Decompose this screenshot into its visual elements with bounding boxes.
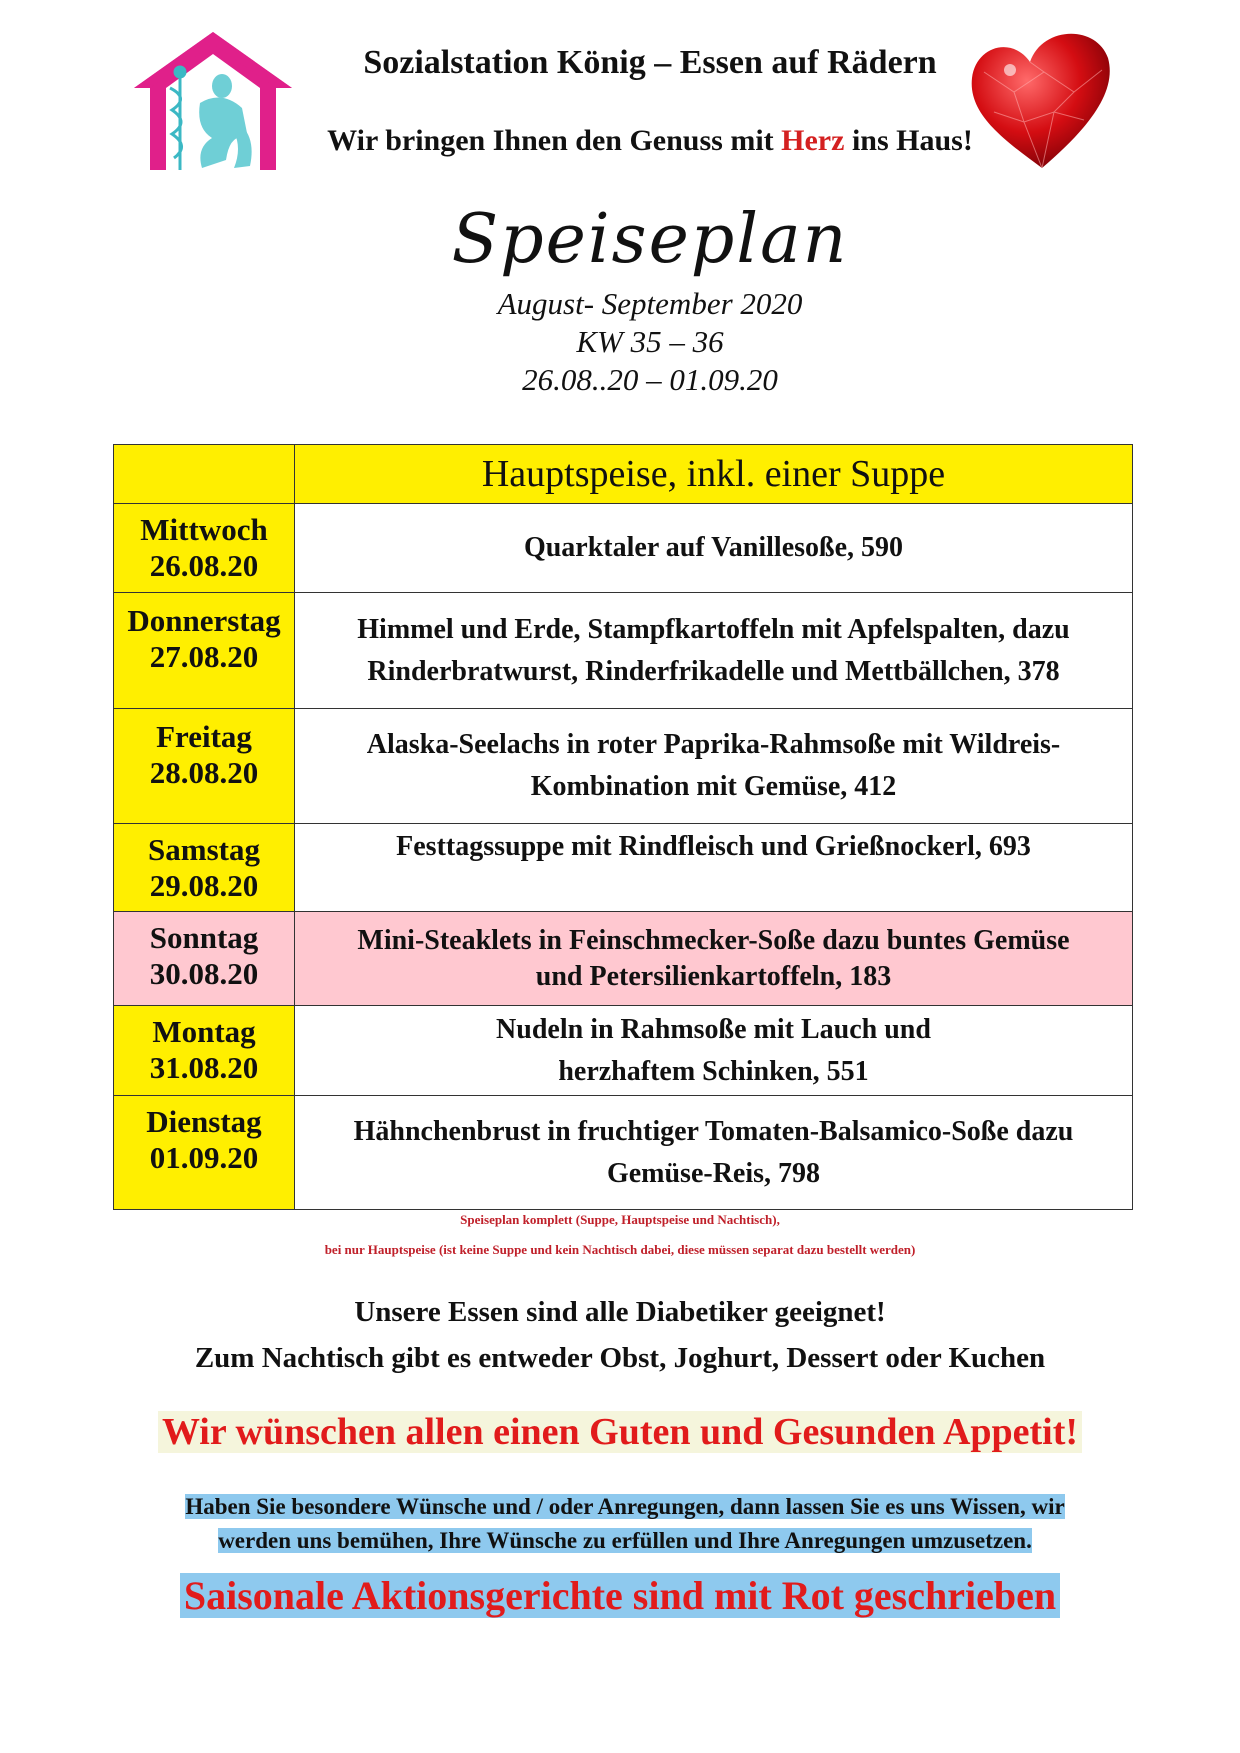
order-note-2: bei nur Hauptspeise (ist keine Suppe und kein Nachtisch dabei, diese müssen separat dazu bestellt werden): [324, 1242, 916, 1257]
dish-line2: Kombination mit Gemüse, 412: [530, 771, 897, 802]
day-date: 29.08.20: [149, 868, 259, 903]
dish-line2: herzhaftem Schinken, 551: [558, 1055, 869, 1087]
dessert-info: Zum Nachtisch gibt es entweder Obst, Joghurt, Dessert oder Kuchen: [194, 1342, 1046, 1374]
day-cell: [114, 504, 295, 593]
dish-line1: Quarktaler auf Vanillesoße, 590: [523, 532, 904, 563]
slogan-part2: ins Haus!: [844, 124, 973, 157]
dish-line2: und Petersilienkartoffeln, 183: [535, 960, 892, 992]
plan-weeks: KW 35 – 36: [576, 324, 724, 359]
menu-row: [114, 1006, 1133, 1096]
day-date: 27.08.20: [149, 639, 259, 674]
menu-row: [114, 709, 1133, 824]
slogan-part1: Wir bringen Ihnen den Genuss mit: [327, 124, 782, 157]
day-cell: [114, 1006, 295, 1096]
day-cell: [114, 912, 295, 1006]
dish-line1: Hähnchenbrust in fruchtiger Tomaten-Balsamico-Soße dazu: [353, 1115, 1074, 1147]
menu-row: [114, 504, 1133, 593]
feedback-text: [145, 1490, 1105, 1558]
feedback-line2: werden uns bemühen, Ihre Wünsche zu erfüllen und Ihre Anregungen umzusetzen.: [218, 1528, 1032, 1553]
plan-dates: 26.08..20 – 01.09.20: [522, 362, 778, 397]
dish-cell: [295, 1096, 1133, 1210]
day-name: Samstag: [148, 832, 260, 867]
day-date: 28.08.20: [149, 755, 259, 790]
menu-header-empty: [114, 445, 295, 504]
dish-cell: [295, 1006, 1133, 1096]
day-cell: [114, 709, 295, 824]
menu-row: [114, 593, 1133, 709]
seasonal-note: [0, 1572, 1240, 1619]
dish-cell: [295, 912, 1133, 1006]
day-cell: [114, 1096, 295, 1210]
menu-header: Hauptspeise, inkl. einer Suppe: [295, 445, 1133, 504]
day-name: Sonntag: [149, 920, 259, 955]
dish-cell: [295, 504, 1133, 593]
day-name: Montag: [152, 1014, 256, 1049]
day-date: 31.08.20: [149, 1050, 259, 1085]
slogan: [0, 124, 1240, 158]
dish-cell: [295, 709, 1133, 824]
dish-line1: Festtagssuppe mit Rindfleisch und Grießnockerl, 693: [396, 831, 1031, 862]
day-name: Donnerstag: [127, 603, 281, 638]
menu-header-row: [114, 445, 1133, 504]
organization-title: Sozialstation König – Essen auf Rädern: [363, 44, 937, 81]
day-name: Mittwoch: [140, 512, 268, 547]
day-date: 26.08.20: [149, 548, 259, 583]
dish-line1: Himmel und Erde, Stampfkartoffeln mit Apfelspalten, dazu: [357, 613, 1070, 645]
dish-cell: [295, 824, 1133, 912]
order-note-1: Speiseplan komplett (Suppe, Hauptspeise und Nachtisch),: [460, 1212, 780, 1227]
appetite-wish: [0, 1410, 1240, 1454]
menu-table: [113, 444, 1133, 1210]
feedback-line1: Haben Sie besondere Wünsche und / oder Anregungen, dann lassen Sie es uns Wissen, wir: [185, 1494, 1065, 1519]
day-date: 01.09.20: [149, 1140, 259, 1175]
day-cell: [114, 824, 295, 912]
day-name: Freitag: [156, 719, 252, 754]
menu-row: [114, 824, 1133, 912]
dish-line1: Alaska-Seelachs in roter Paprika-Rahmsoße mit Wildreis-: [366, 729, 1061, 760]
appetite-wish-text: Wir wünschen allen einen Guten und Gesunden Appetit!: [158, 1411, 1082, 1453]
plan-title: Speiseplan: [451, 200, 849, 279]
dish-line1: Nudeln in Rahmsoße mit Lauch und: [496, 1013, 931, 1045]
dish-line2: Rinderbratwurst, Rinderfrikadelle und Mettbällchen, 378: [367, 655, 1060, 687]
dish-line1: Mini-Steaklets in Feinschmecker-Soße dazu buntes Gemüse: [357, 924, 1070, 956]
plan-period: August- September 2020: [497, 286, 803, 321]
seasonal-note-text: Saisonale Aktionsgerichte sind mit Rot geschrieben: [180, 1573, 1060, 1618]
menu-row-highlight: [114, 912, 1133, 1006]
day-name: Dienstag: [146, 1104, 262, 1139]
day-cell: [114, 593, 295, 709]
slogan-highlight: Herz: [781, 124, 845, 157]
dish-line2: Gemüse-Reis, 798: [606, 1157, 821, 1189]
menu-row: [114, 1096, 1133, 1210]
dish-cell: [295, 593, 1133, 709]
day-date: 30.08.20: [149, 956, 259, 991]
diabetic-info: Unsere Essen sind alle Diabetiker geeignet!: [354, 1296, 886, 1328]
